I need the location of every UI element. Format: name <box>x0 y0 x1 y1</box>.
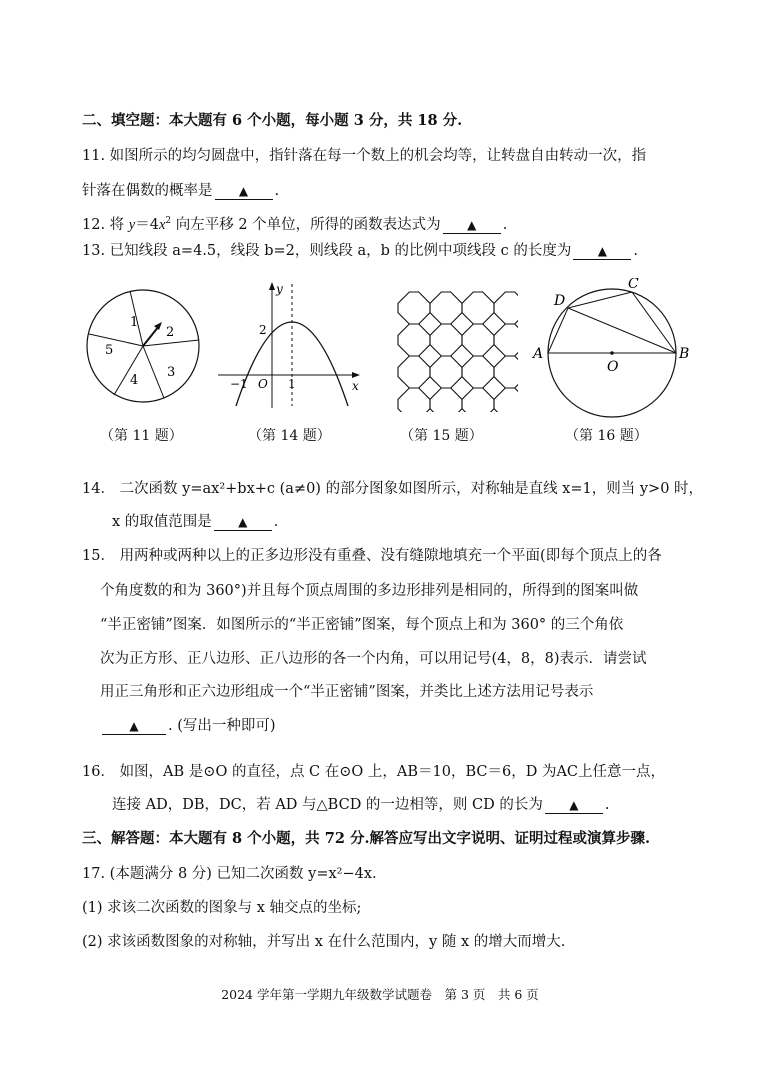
figure-14-parabola-graph <box>214 278 364 413</box>
octagon-tile <box>430 324 462 356</box>
point-c-label: C <box>628 278 639 292</box>
question-15-line2: 个角度数的和为 360°)并且每个顶点周围的多边形排列是相同的，所得到的图案叫做 <box>100 583 639 599</box>
question-17-stem <box>82 864 377 884</box>
tick-2: 2 <box>259 323 267 337</box>
octagon-tile <box>462 356 494 388</box>
octagon-tile <box>494 356 518 388</box>
origin-label: O <box>258 377 268 391</box>
question-11-number: 11. <box>82 148 106 164</box>
triangle-icon: ▲ <box>238 184 249 198</box>
section2-header: 二、填空题：本大题有 6 个小题，每小题 3 分，共 18 分. <box>82 112 463 129</box>
answer-blank <box>214 514 272 531</box>
question-11-text2: 针落在偶数的概率是 <box>82 183 213 199</box>
question-17-number: 17. <box>82 866 106 882</box>
answer-blank <box>573 243 631 260</box>
question-16-line2 <box>112 795 609 815</box>
octagon-tile <box>462 388 494 412</box>
answer-blank <box>102 718 166 735</box>
period: . <box>502 217 508 233</box>
octagon-tile <box>494 388 518 412</box>
point-d-label: D <box>554 293 566 309</box>
period: . <box>633 243 638 259</box>
octagon-tile <box>430 292 462 324</box>
question-16-text2: 连接 AD，DB，DC，若 AD 与△BCD 的一边相等，则 CD 的长为 <box>112 797 543 813</box>
question-16-number: 16． <box>82 764 115 780</box>
question-11-line2 <box>82 181 279 201</box>
question-15-line3: “半正密铺”图案．如图所示的“半正密铺”图案，每个顶点上和为 360° 的三个角依 <box>100 617 624 633</box>
octagon-tile <box>462 292 494 324</box>
question-17-part2: (2) 求该函数图象的对称轴，并写出 x 在什么范围内，y 随 x 的增大而增大. <box>82 934 566 950</box>
triangle-icon: ▲ <box>129 719 139 733</box>
answer-blank <box>443 217 501 234</box>
question-15-number: 15． <box>82 548 115 564</box>
octagon-tile <box>398 388 430 412</box>
octagon-tile <box>398 292 430 324</box>
wheel-label-1: 1 <box>130 315 139 330</box>
octagon-tile <box>430 388 462 412</box>
question-12-text-a: 将 <box>109 217 125 233</box>
triangle-icon: ▲ <box>238 515 248 529</box>
octagon-tile <box>494 324 518 356</box>
wheel-label-5: 5 <box>105 343 114 358</box>
question-16-line1 <box>82 762 665 782</box>
question-16-text1: 如图，AB 是⊙O 的直径，点 C 在⊙O 上，AB＝10，BC＝6，D 为AC上任意一点， <box>119 764 666 780</box>
question-14-text2: x 的取值范围是 <box>112 514 212 530</box>
period: . <box>274 183 280 199</box>
point-b-label: B <box>679 346 690 362</box>
question-11-line1 <box>82 146 646 166</box>
triangle-icon: ▲ <box>569 798 579 812</box>
triangle-icon: ▲ <box>467 218 477 232</box>
tick-neg1: −1 <box>230 377 248 391</box>
axis-x-label: x <box>352 379 359 393</box>
answer-blank <box>545 797 603 814</box>
question-12-formula: $y=4x^2$ <box>128 216 172 233</box>
caption-fig-11: （第 11 题） <box>100 428 183 444</box>
question-12-text-b: 向左平移 2 个单位，所得的函数表达式为 <box>175 217 441 233</box>
question-13-text: 已知线段 a=4.5，线段 b=2，则线段 a，b 的比例中项线段 c 的长度为 <box>109 243 572 259</box>
page-footer: 2024 学年第一学期九年级数学试题卷 第 3 页 共 6 页 <box>221 987 539 1002</box>
question-13-number: 13. <box>82 243 106 259</box>
figure-11-spinner <box>84 278 202 418</box>
question-14-line1 <box>82 479 703 499</box>
question-14-text: 二次函数 y=ax²+bx+c (a≠0) 的部分图象如图所示，对称轴是直线 x=1，则当 y>0 时， <box>119 481 704 497</box>
question-15-line5: 用正三角形和正六边形组成一个“半正密铺”图案，并类比上述方法用记号表示 <box>100 684 594 700</box>
octagon-tile <box>398 356 430 388</box>
period: . <box>273 514 279 530</box>
caption-fig-15: （第 15 题） <box>400 428 483 444</box>
question-12 <box>82 215 507 235</box>
wheel-label-3: 3 <box>167 365 176 380</box>
question-15-line4: 次为正方形、正八边形、正八边形的各一个内角，可以用记号(4，8，8)表示．请尝试 <box>100 651 647 667</box>
octagon-tile <box>494 292 518 324</box>
answer-blank <box>215 183 273 200</box>
tick-1: 1 <box>288 377 296 391</box>
octagon-tile <box>430 356 462 388</box>
figure-16-circle <box>530 278 692 418</box>
octagon-tile <box>462 324 494 356</box>
period: . <box>604 797 610 813</box>
point-a-label: A <box>533 346 544 362</box>
question-17-part1: (1) 求该二次函数的图象与 x 轴交点的坐标; <box>82 900 362 916</box>
question-14-number: 14． <box>82 481 115 497</box>
caption-fig-14: （第 14 题） <box>248 428 331 444</box>
section3-header: 三、解答题：本大题有 8 个小题，共 72 分.解答应写出文字说明、证明过程或演算步骤. <box>82 830 651 847</box>
question-15-text6: . (写出一种即可) <box>168 718 276 734</box>
question-15-line6 <box>100 716 276 736</box>
question-15-line1 <box>82 546 662 566</box>
question-17-text: (本题满分 8 分) 已知二次函数 y=x²−4x. <box>109 866 377 882</box>
octagon-tile <box>398 324 430 356</box>
wheel-label-4: 4 <box>130 373 139 388</box>
caption-fig-16: （第 16 题） <box>565 428 648 444</box>
point-o-label: O <box>607 359 619 375</box>
question-11-text: 如图所示的均匀圆盘中，指针落在每一个数上的机会均等，让转盘自由转动一次，指 <box>109 148 647 164</box>
question-12-number: 12. <box>82 217 106 233</box>
triangle-icon: ▲ <box>597 244 607 258</box>
wheel-label-2: 2 <box>166 325 175 340</box>
question-14-line2 <box>112 512 278 532</box>
axis-y-label: y <box>276 282 283 296</box>
question-15-text1: 用两种或两种以上的正多边形没有重叠、没有缝隙地填充一个平面(即每个顶点上的各 <box>119 548 662 564</box>
question-13 <box>82 241 638 261</box>
figure-15-tiling <box>384 278 518 412</box>
